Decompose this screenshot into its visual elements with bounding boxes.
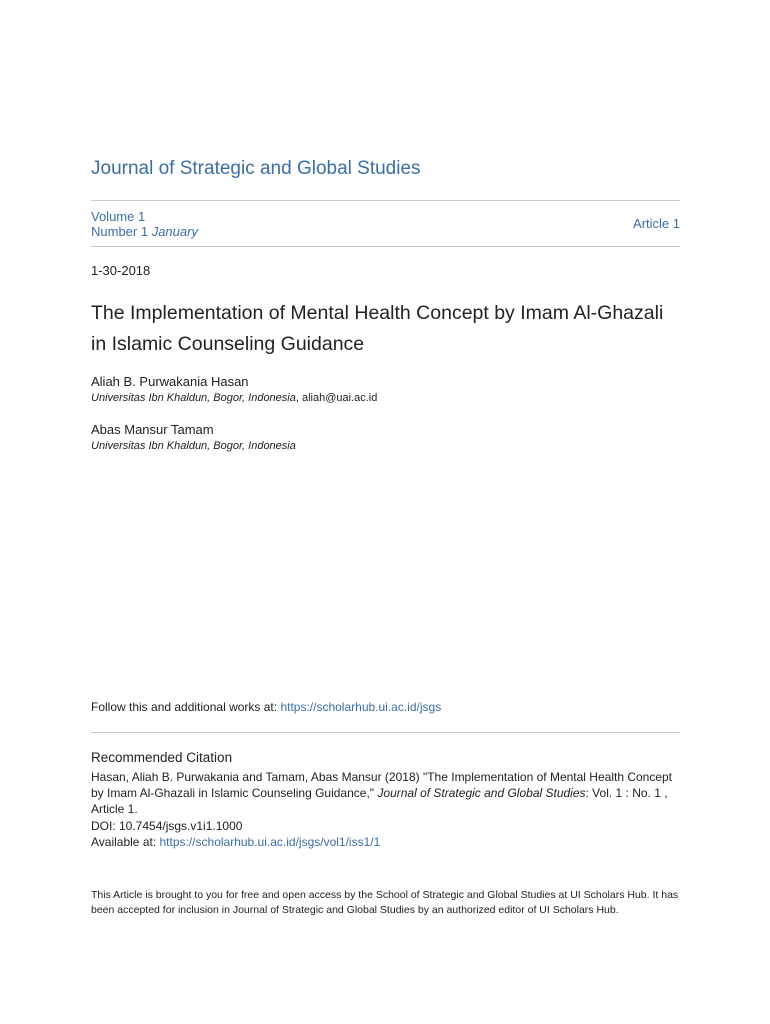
issue-info xyxy=(91,209,198,239)
affiliation-institution: Universitas Ibn Khaldun, Bogor, Indonesia xyxy=(91,440,296,452)
issue-link[interactable] xyxy=(91,224,198,239)
follow-text: Follow this and additional works at: xyxy=(91,700,281,714)
author-name: Aliah B. Purwakania Hasan xyxy=(91,374,249,389)
divider-citation xyxy=(91,732,680,733)
divider-issue xyxy=(91,246,680,247)
author-affiliation xyxy=(91,392,377,404)
article-title: The Implementation of Mental Health Concept by Imam Al-Ghazali in Islamic Counseling Guidance xyxy=(91,302,664,355)
issue-month: January xyxy=(151,224,198,239)
journal-title-link[interactable]: Journal of Strategic and Global Studies xyxy=(91,158,421,179)
follow-line xyxy=(91,700,441,714)
citation-text: Hasan, Aliah B. Purwakania and Tamam, Abas Mansur (2018) "The Implementation of Mental Health Concept by Imam Al-Ghazali in Islamic Counseling Guidance," xyxy=(91,770,673,801)
available-label: Available at: xyxy=(91,834,160,849)
author-name: Abas Mansur Tamam xyxy=(91,422,214,437)
affiliation-institution: Universitas Ibn Khaldun, Bogor, Indonesia xyxy=(91,392,296,404)
collection-link[interactable]: https://scholarhub.ui.ac.id/jsgs xyxy=(280,700,442,714)
publication-date: 1-30-2018 xyxy=(91,263,151,278)
access-statement: This Article is brought to you for free and open access by the School of Strategic and Global Studies at UI Scholars Hub. It has been accepted for inclusion in Journal of Strategic and Global Studies by an authorized editor of UI Scholars Hub. xyxy=(91,889,679,916)
divider-top xyxy=(91,200,680,201)
issue-number: Number 1 xyxy=(91,224,149,239)
volume-link[interactable]: Volume 1 xyxy=(91,209,146,224)
citation-doi: DOI: 10.7454/jsgs.v1i1.1000 xyxy=(91,818,243,833)
citation-block xyxy=(91,769,681,850)
recommended-citation-heading: Recommended Citation xyxy=(91,750,233,765)
author-affiliation xyxy=(91,440,296,452)
article-number-link[interactable]: Article 1 xyxy=(633,216,680,231)
citation-volume: : Vol. 1 : No. 1 , Article 1. xyxy=(91,786,668,817)
article-url-link[interactable]: https://scholarhub.ui.ac.id/jsgs/vol1/iss1/1 xyxy=(159,834,381,849)
citation-journal: Journal of Strategic and Global Studies xyxy=(377,786,586,801)
author-email: , aliah@uai.ac.id xyxy=(295,392,378,404)
